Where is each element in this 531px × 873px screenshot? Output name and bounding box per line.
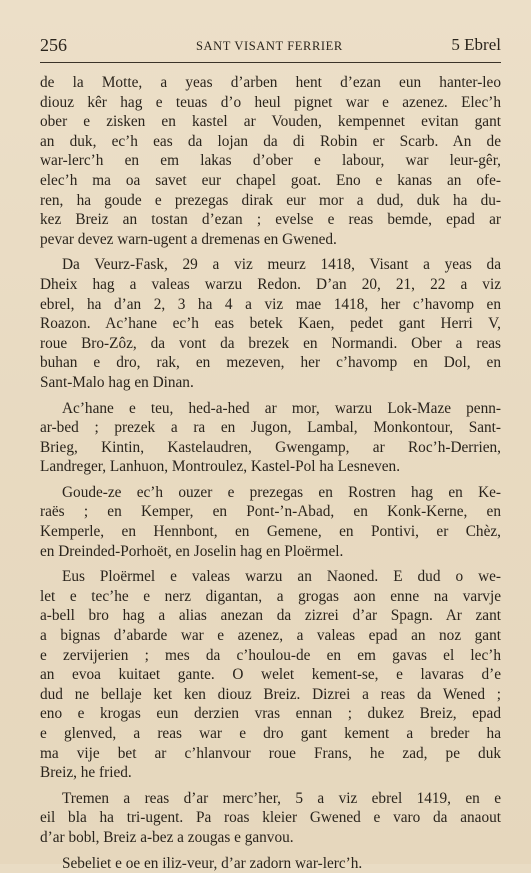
date-heading: 5 Ebrel <box>451 35 501 54</box>
text-line: war-lerc’h en em lakas d’ober e labour, war leur-gêr, <box>40 152 501 170</box>
page-number: 256 <box>40 35 67 55</box>
text-line: ober e zisken en kastel ar Vouden, kempennet evitan gant <box>40 113 501 131</box>
text-line: Da Veurz-Fask, 29 a viz meurz 1418, Visant a yeas da <box>62 256 501 274</box>
paragraph <box>40 854 501 873</box>
text-line: eil bla ha tri-ugent. Pa roas kleier Gwened e varo da anaout <box>40 809 501 827</box>
text-line: Eus Ploërmel e valeas warzu an Naoned. E dud o we- <box>62 568 501 586</box>
text-line: Sebeliet e oe en iliz-veur, d’ar zadorn war-lerc’h. <box>62 854 363 872</box>
paragraph <box>40 483 501 561</box>
text-line: raës ; en Kemper, en Pont-’n-Abad, en Konk-Kerne, en <box>40 503 501 521</box>
paragraph <box>40 789 501 848</box>
text-line: eno e krogas eun derzien vras ennan ; dukez Breiz, epad <box>40 705 501 723</box>
text-line: pevar devez warn-ugent a dremenas en Gwened. <box>40 230 337 248</box>
text-line: e zervijerien ; mes da c’houlou-de en em gavas el lec’h <box>40 646 501 664</box>
text-line: en Dreinded-Porhoët, en Joselin hag en Ploërmel. <box>40 542 344 560</box>
text-line: Sant-Malo hag en Dinan. <box>40 373 194 391</box>
text-line: Dheix hag a valeas warzu Redon. D’an 20, 21, 22 a viz <box>40 275 501 293</box>
running-head: SANT VISANT FERRIER <box>196 39 343 53</box>
header-rule <box>40 62 501 63</box>
text-line: Brieg, Kintin, Kastelaudren, Gwengamp, ar Roc’h-Derrien, <box>40 438 501 456</box>
text-line: roue Bro-Zôz, da vont da brezek en Normandi. Ober a reas <box>40 334 501 352</box>
text-line: d’ar bobl, Breiz a-bez a zougas e ganvou. <box>40 828 294 846</box>
text-line: let e tec’he e nerz digantan, a grogas aon enne na varvje <box>40 587 501 605</box>
paragraph <box>40 73 501 249</box>
text-line: e glenved, a reas war e dro gant kement a breder ha <box>40 725 501 742</box>
text-line: Tremen a reas d’ar merc’her, 5 a viz ebrel 1419, en e <box>62 789 501 807</box>
text-line: dud ne bellaje ket ken diouz Breiz. Dizrei a reas da Wened ; <box>40 685 501 703</box>
paragraph <box>40 255 501 392</box>
text-line: ren, ha goude e prezegas dirak eur mor a dud, duk ha du- <box>40 191 501 209</box>
body-text <box>40 73 501 873</box>
text-line: ma vije bet ar c’hlanvour roue Frans, he zad, pe duk <box>40 744 501 762</box>
text-line: ebrel, ha d’an 2, 3 ha 4 a viz mae 1418, her c’havomp en <box>40 295 501 313</box>
page-header <box>40 34 501 64</box>
text-line: Breiz, he fried. <box>40 764 132 782</box>
text-line: a bignas d’abarde war e azenez, a valeas epad an noz gant <box>40 627 501 645</box>
text-line: buhan e dro, rak, en mezeven, her c’havomp en Dol, en <box>40 354 501 372</box>
text-line: a-bell bro hag a alias anezan da zizrei d’ar Spagn. Ar zant <box>40 607 501 625</box>
text-line: Kemperle, en Hennbont, en Gemene, en Pontivi, er Chèz, <box>40 523 501 541</box>
text-line: Ac’hane e teu, hed-a-hed ar mor, warzu Lok-Maze penn- <box>62 399 501 417</box>
text-line: ar-bed ; prezek a ra en Jugon, Lambal, Monkontour, Sant- <box>40 419 501 437</box>
paragraph <box>40 567 501 783</box>
text-line: elec’h ma oa savet eur chapel goat. Eno e kanas an ofe- <box>40 171 501 189</box>
text-line: kez Breiz an tostan d’ezan ; evelse e reas bemde, epad ar <box>40 211 501 229</box>
text-line: Landreger, Lanhuon, Montroulez, Kastel-Pol ha Lesneven. <box>40 458 401 476</box>
paragraph <box>40 399 501 477</box>
text-line: de la Motte, a yeas d’arben hent d’ezan eun hanter-leo <box>40 74 501 91</box>
text-line: diouz kêr hag e teuas d’o heul pignet war e azenez. Elec’h <box>40 93 501 111</box>
text-line: an evoa kuitaet gante. O welet kement-se, e lavaras d’e <box>40 666 501 684</box>
text-line: an duk, ec’h eas da lojan da di Robin er Scarb. An de <box>40 132 501 150</box>
text-line: Goude-ze ec’h ouzer e prezegas en Rostren hag en Ke- <box>62 483 501 501</box>
text-line: Roazon. Ac’hane ec’h eas betek Kaen, pedet gant Herri V, <box>40 315 501 333</box>
